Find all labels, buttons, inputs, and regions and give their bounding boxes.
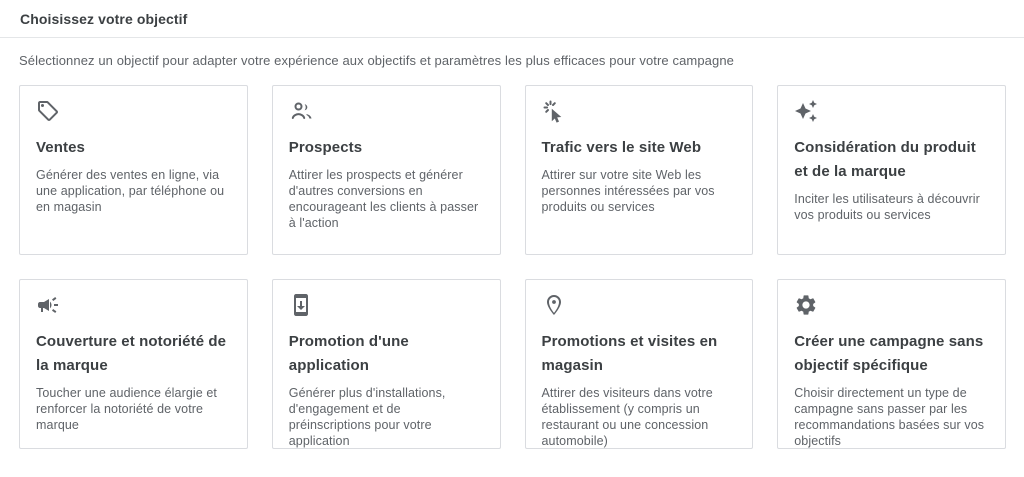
objective-card-description: Générer plus d'installations, d'engagement et de préinscriptions pour votre application bbox=[288, 386, 446, 448]
price-tag-icon bbox=[36, 99, 60, 123]
page-header bbox=[0, 0, 1024, 38]
phone-install-icon bbox=[289, 293, 313, 317]
objective-card-description: Choisir directement un type de campagne sans passer par les recommandations basées sur vos objectifs bbox=[794, 386, 985, 448]
objective-card-location-pin[interactable] bbox=[525, 279, 754, 449]
location-pin-icon bbox=[542, 293, 566, 317]
objective-grid bbox=[19, 85, 1006, 449]
objective-card-title: Considération du produit et de la marque bbox=[794, 139, 976, 180]
objective-card-sparkles[interactable] bbox=[777, 85, 1006, 255]
objective-card-title: Promotions et visites en magasin bbox=[541, 333, 718, 374]
objective-card-description: Toucher une audience élargie et renforcer la notoriété de votre marque bbox=[36, 386, 218, 432]
objective-card-phone-install[interactable] bbox=[272, 279, 501, 449]
objective-card-description: Inciter les utilisateurs à découvrir vos produits ou services bbox=[794, 192, 980, 222]
objective-card-title: Ventes bbox=[36, 139, 85, 156]
objective-card-description: Générer des ventes en ligne, via une application, par téléphone ou en magasin bbox=[36, 168, 225, 214]
objective-card-title: Promotion d'une application bbox=[288, 333, 409, 374]
cursor-click-icon bbox=[542, 99, 566, 123]
sparkles-icon bbox=[794, 99, 818, 123]
objective-card-cursor-click[interactable] bbox=[525, 85, 754, 255]
objective-card-description: Attirer sur votre site Web les personnes intéressées par vos produits ou services bbox=[541, 168, 715, 214]
objective-card-description: Attirer des visiteurs dans votre établissement (y compris un restaurant ou une concession automobile) bbox=[541, 386, 713, 448]
page-subtitle: Sélectionnez un objectif pour adapter votre expérience aux objectifs et paramètres les plus efficaces pour votre campagne bbox=[19, 53, 734, 68]
gear-icon bbox=[794, 293, 818, 317]
page-title: Choisissez votre objectif bbox=[20, 10, 188, 27]
objective-card-megaphone[interactable] bbox=[19, 279, 248, 449]
objective-card-title: Couverture et notoriété de la marque bbox=[36, 333, 227, 374]
objective-card-title: Prospects bbox=[288, 139, 363, 156]
objective-card-title: Trafic vers le site Web bbox=[541, 139, 702, 156]
objective-card-gear[interactable] bbox=[777, 279, 1006, 449]
objective-card-title: Créer une campagne sans objectif spécifique bbox=[794, 333, 984, 374]
objective-card-people[interactable] bbox=[272, 85, 501, 255]
objective-card-description: Attirer les prospects et générer d'autres conversions en encourageant les clients à passer à l'action bbox=[288, 168, 479, 230]
people-icon bbox=[289, 99, 313, 123]
megaphone-icon bbox=[36, 293, 60, 317]
objective-card-price-tag[interactable] bbox=[19, 85, 248, 255]
